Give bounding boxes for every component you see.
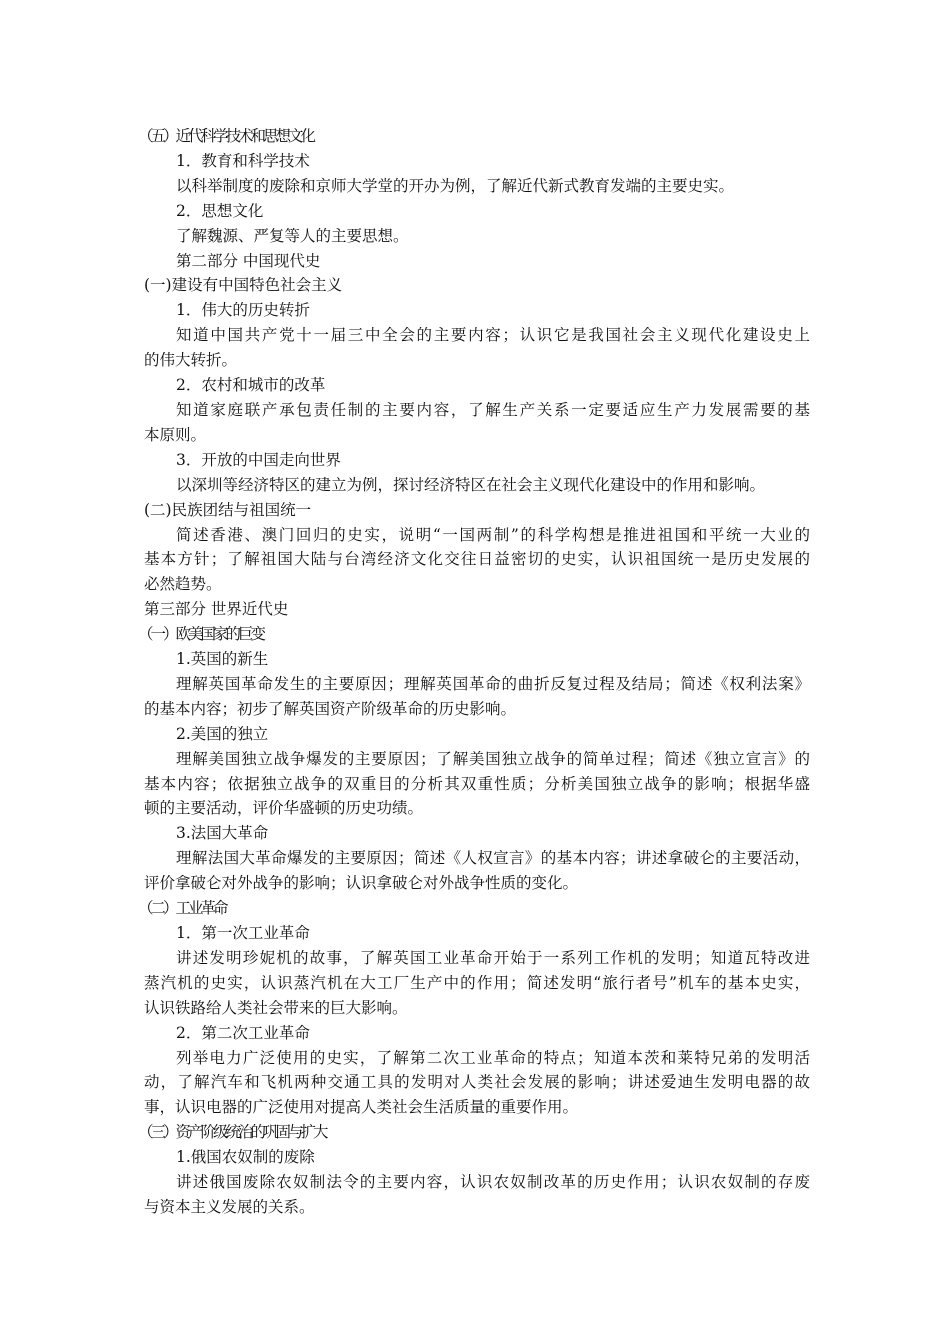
paragraph-line: 的伟大转折。: [144, 351, 238, 370]
subsection-heading: 2.美国的独立: [176, 724, 269, 743]
paragraph-line: 评价拿破仑对外战争的影响；认识拿破仑对外战争性质的变化。: [144, 874, 579, 893]
subsection-heading: 1．伟大的历史转折: [176, 301, 310, 320]
section-heading: （二）工业革命: [138, 899, 226, 918]
paragraph-line: 基本方针；了解祖国大陆与台湾经济文化交往日益密切的史实，认识祖国统一是历史发展的: [144, 550, 810, 569]
paragraph-line: 以深圳等经济特区的建立为例，探讨经济特区在社会主义现代化建设中的作用和影响。: [176, 475, 766, 494]
paragraph-line: 顿的主要活动，评价华盛顿的历史功绩。: [144, 799, 424, 818]
document-page: [138, 124, 810, 1220]
paragraph-line: 必然趋势。: [144, 575, 222, 594]
subsection-heading: 2．第二次工业革命: [176, 1023, 310, 1042]
paragraph-line: 简述香港、澳门回归的史实，说明“一国两制”的科学构想是推进祖国和平统一大业的: [176, 525, 810, 544]
paragraph-line: 理解英国革命发生的主要原因；理解英国革命的曲折反复过程及结局；简述《权利法案》: [176, 674, 810, 693]
paragraph-line: 知道家庭联产承包责任制的主要内容，了解生产关系一定要适应生产力发展需要的基: [176, 400, 810, 419]
section-heading: (二)民族团结与祖国统一: [144, 500, 312, 519]
subsection-heading: 2．农村和城市的改革: [176, 376, 326, 395]
paragraph-line: 认识铁路给人类社会带来的巨大影响。: [144, 998, 408, 1017]
paragraph-line: 与资本主义发展的关系。: [144, 1197, 315, 1216]
section-heading: (一)建设有中国特色社会主义: [144, 276, 343, 295]
part-heading: 第二部分 中国现代史: [176, 251, 321, 270]
subsection-heading: 1．教育和科学技术: [176, 151, 310, 170]
paragraph-line: 动，了解汽车和飞机两种交通工具的发明对人类社会发展的影响；讲述爱迪生发明电器的故: [144, 1073, 810, 1092]
paragraph-line: 以科举制度的废除和京师大学堂的开办为例，了解近代新式教育发端的主要史实。: [176, 176, 735, 195]
subsection-heading: 1.俄国农奴制的废除: [176, 1148, 315, 1167]
paragraph-line: 讲述发明珍妮机的故事，了解英国工业革命开始于一系列工作机的发明；知道瓦特改进: [176, 948, 810, 967]
subsection-heading: 3．开放的中国走向世界: [176, 450, 341, 469]
part-heading: 第三部分 世界近代史: [144, 600, 289, 619]
section-heading: （一）欧美国家的巨变: [138, 625, 264, 644]
paragraph-line: 蒸汽机的史实，认识蒸汽机在大工厂生产中的作用；简述发明“旅行者号”机车的基本史实，: [144, 973, 810, 992]
section-heading: （三）资产阶级统治的巩固与扩大: [138, 1123, 326, 1142]
subsection-heading: 3.法国大革命: [176, 824, 269, 843]
paragraph-line: 理解美国独立战争爆发的主要原因；了解美国独立战争的简单过程；简述《独立宣言》的: [176, 749, 810, 768]
subsection-heading: 1.英国的新生: [176, 650, 269, 669]
paragraph-line: 理解法国大革命爆发的主要原因；简述《人权宣言》的基本内容；讲述拿破仑的主要活动，: [176, 849, 810, 868]
paragraph-line: 列举电力广泛使用的史实，了解第二次工业革命的特点；知道本茨和莱特兄弟的发明活: [176, 1048, 810, 1067]
section-heading: （五）近代科学技术和思想文化: [138, 127, 314, 145]
paragraph-line: 本原则。: [144, 425, 207, 444]
paragraph-line: 讲述俄国废除农奴制法令的主要内容，认识农奴制改革的历史作用；认识农奴制的存废: [176, 1173, 810, 1192]
subsection-heading: 2．思想文化: [176, 201, 264, 220]
paragraph-line: 的基本内容；初步了解英国资产阶级革命的历史影响。: [144, 699, 517, 718]
paragraph-line: 了解魏源、严复等人的主要思想。: [176, 226, 409, 245]
paragraph-line: 知道中国共产党十一届三中全会的主要内容；认识它是我国社会主义现代化建设史上: [176, 326, 810, 345]
paragraph-line: 基本内容；依据独立战争的双重目的分析其双重性质；分析美国独立战争的影响；根据华盛: [144, 774, 810, 793]
subsection-heading: 1．第一次工业革命: [176, 924, 310, 942]
paragraph-line: 事，认识电器的广泛使用对提高人类社会生活质量的重要作用。: [144, 1098, 579, 1117]
